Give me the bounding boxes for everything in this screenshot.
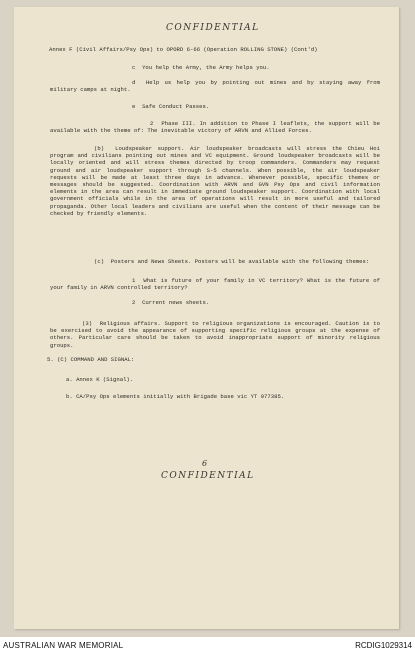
list-item-d: d Help us help you by pointing out mines and by staying away from military camps at night.: [50, 79, 384, 94]
posters-paragraph: (c) Posters and News Sheets. Posters will be available with the following themes:: [94, 258, 370, 265]
command-and-signal-heading: 5. (C) COMMAND AND SIGNAL:: [47, 356, 135, 363]
item-a-signal: a. Annex K (Signal).: [66, 376, 134, 383]
item-b-psy-ops: b. CA/Psy Ops elements initially with Brigade base vic YT 077385.: [66, 393, 285, 400]
list-item-c: c You help the Army, the Army helps you.: [132, 64, 270, 71]
annex-heading: Annex F (Civil Affairs/Psy Ops) to OPORD 6-66 (Operation ROLLING STONE) (Cont'd): [49, 46, 318, 53]
page-number: 6: [202, 459, 209, 468]
loudspeaker-support-paragraph: (b) Loudspeaker support. Air loudspeaker broadcasts will stress the Chieu Hoi program and civilians pointing out mines and VC equipment. Ground loudspeaker broadcasts will be locally oriented and will stress themes directed by troop commanders. Commanders may request ground and air loudspeaker support through S-5 channels. When possible, the air loudspeaker requests will be made at least three days in advance. Whenever possible, specific themes or messages should be suggested. Coordination with ARVN and GVN Psy Ops and civil information elements in the area can result in immediate ground loudspeaker support. Coordination with local government officials while in the area of operations will result in more useful and tailored propaganda. Other local leaders and civilians are useful when the content of their message can be checked by friendly elements.: [50, 145, 384, 217]
confidential-stamp-bottom: CONFIDENTIAL: [161, 471, 255, 481]
confidential-stamp-top: CONFIDENTIAL: [166, 23, 260, 33]
archive-footer: [0, 637, 415, 654]
institution-name: AUSTRALIAN WAR MEMORIAL: [3, 641, 124, 650]
poster-theme-2: 2 Current news sheets.: [132, 299, 210, 306]
record-id: RCDIG1029314: [355, 641, 412, 650]
list-item-e: e Safe Conduct Passes.: [132, 103, 210, 110]
phase-three-paragraph: 2 Phase III. In addition to Phase I leaflets, the support will be available with the theme of: The inevitable victory of ARVN and Allied Forces.: [50, 120, 384, 135]
document-page: [14, 7, 399, 629]
poster-theme-1: 1 What is future of your family in VC territory? What is the future of your family in ARVN controlled territory?: [50, 277, 384, 292]
religious-affairs-paragraph: (3) Religious affairs. Support to religious organizations is encouraged. Caution is to be exercised to avoid the appearance of supporting specific religious groups at the expense of others. Particular care should be taken to avoid inappropriate support of minority religious groups.: [50, 320, 384, 349]
